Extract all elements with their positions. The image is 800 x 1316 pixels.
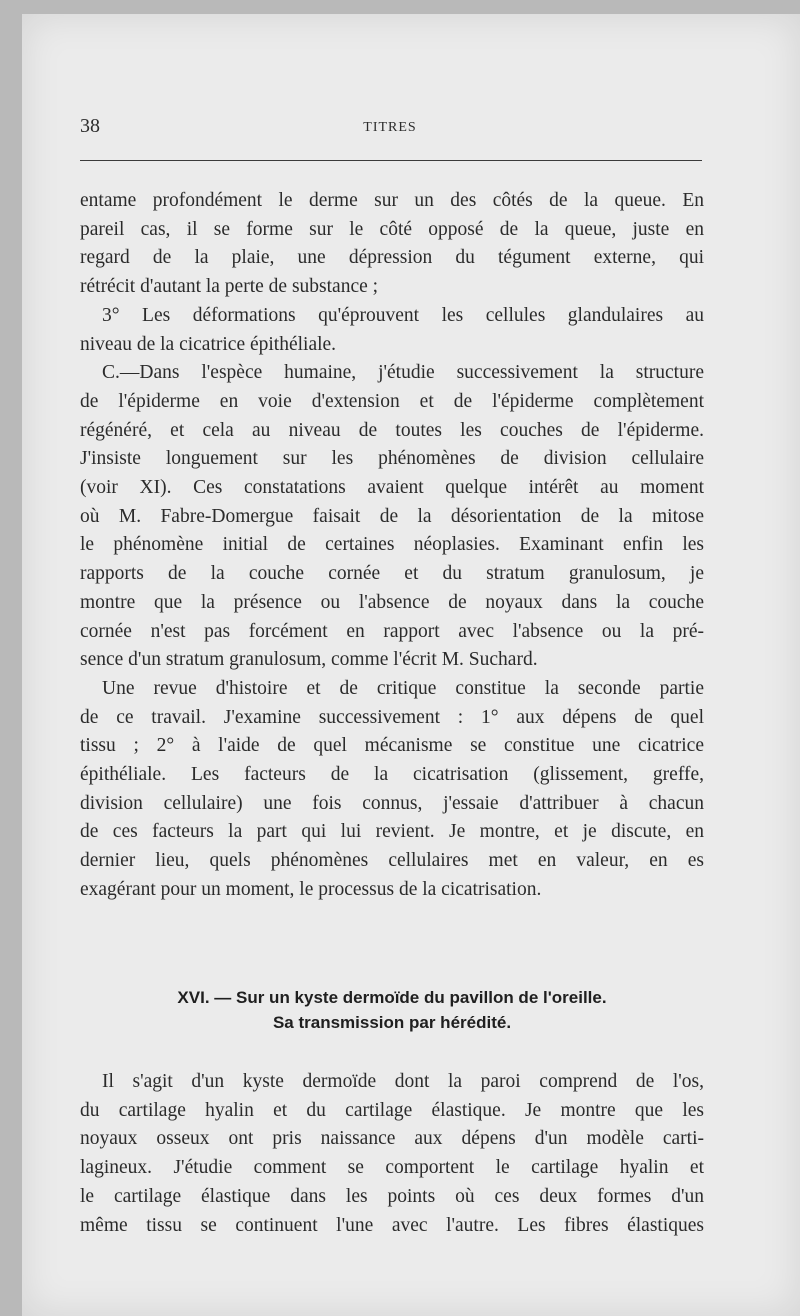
section-title — [80, 985, 704, 1035]
text-line: Il s'agit d'un kyste dermoïde dont la paroi comprend de l'os, — [102, 1071, 704, 1092]
text-line: le phénomène initial de certaines néoplasies. Examinant enfin les — [80, 534, 704, 556]
text-line: entame profondément le derme sur un des côtés de la queue. En — [80, 190, 704, 211]
text-line: de l'épiderme en voie d'extension et de l'épiderme complètement — [80, 390, 704, 412]
page-number: 38 — [80, 115, 100, 137]
text-line: J'insiste longuement sur les phénomènes de division cellulaire — [80, 448, 704, 470]
paragraph — [80, 302, 704, 359]
text-line: niveau de la cicatrice épithéliale. — [80, 333, 337, 355]
text-line: pareil cas, il se forme sur le côté opposé de la queue, juste en — [80, 218, 704, 240]
text-line: Une revue d'histoire et de critique constitue la seconde partie — [102, 677, 704, 699]
text-line: rétrécit d'autant la perte de substance ; — [80, 276, 379, 298]
text-line: regard de la plaie, une dépression du tégument externe, qui — [80, 247, 704, 269]
text-line: dernier lieu, quels phénomènes cellulaires met en valeur, en es — [80, 850, 704, 872]
running-title: TITRES — [363, 120, 417, 135]
text-line: le cartilage élastique dans les points où ces deux formes d'un — [80, 1185, 704, 1207]
text-line: (voir XI). Ces constatations avaient quelque intérêt au moment — [80, 477, 704, 499]
text-line: lagineux. J'étudie comment se comportent le cartilage hyalin et — [80, 1157, 704, 1179]
body-text — [80, 187, 704, 905]
text-line: montre que la présence ou l'absence de noyaux dans la couche — [80, 591, 704, 613]
text-line: C.—Dans l'espèce humaine, j'étudie successivement la structure — [102, 362, 704, 384]
header-rule — [80, 160, 702, 161]
section-subtitle-line: Sa transmission par hérédité. — [272, 1013, 512, 1032]
text-line: de ce travail. J'examine successivement : 1° aux dépens de quel — [80, 706, 704, 728]
section-title-line: XVI. — Sur un kyste dermoïde du pavillon de l'oreille. — [177, 988, 607, 1007]
text-line: où M. Fabre-Domergue faisait de la désorientation de la mitose — [80, 505, 704, 527]
text-line: exagérant pour un moment, le processus de la cicatrisation. — [80, 878, 542, 900]
text-line: tissu ; 2° à l'aide de quel mécanisme se constitue une cicatrice — [80, 735, 704, 757]
page-header — [80, 115, 700, 145]
section-text — [80, 1068, 704, 1240]
text-line: de ces facteurs la part qui lui revient. Je montre, et je discute, en — [80, 821, 704, 843]
text-line: épithéliale. Les facteurs de la cicatrisation (glissement, greffe, — [80, 764, 704, 786]
text-line: cornée n'est pas forcément en rapport avec l'absence ou la pré- — [80, 620, 704, 642]
paragraph — [80, 675, 704, 905]
text-line: rapports de la couche cornée et du stratum granulosum, je — [80, 563, 704, 585]
text-line: régénéré, et cela au niveau de toutes les couches de l'épiderme. — [80, 419, 704, 441]
text-line: 3° Les déformations qu'éprouvent les cellules glandulaires au — [102, 304, 704, 326]
text-line: du cartilage hyalin et du cartilage élastique. Je montre que les — [80, 1099, 704, 1121]
text-line: même tissu se continuent l'une avec l'autre. Les fibres élastiques — [80, 1214, 704, 1236]
paragraph — [80, 187, 704, 302]
text-line: division cellulaire) une fois connus, j'essaie d'attribuer à chacun — [80, 792, 704, 814]
paragraph — [80, 359, 704, 675]
text-line: sence d'un stratum granulosum, comme l'écrit M. Suchard. — [80, 649, 538, 671]
text-line: noyaux osseux ont pris naissance aux dépens d'un modèle carti- — [80, 1128, 704, 1150]
